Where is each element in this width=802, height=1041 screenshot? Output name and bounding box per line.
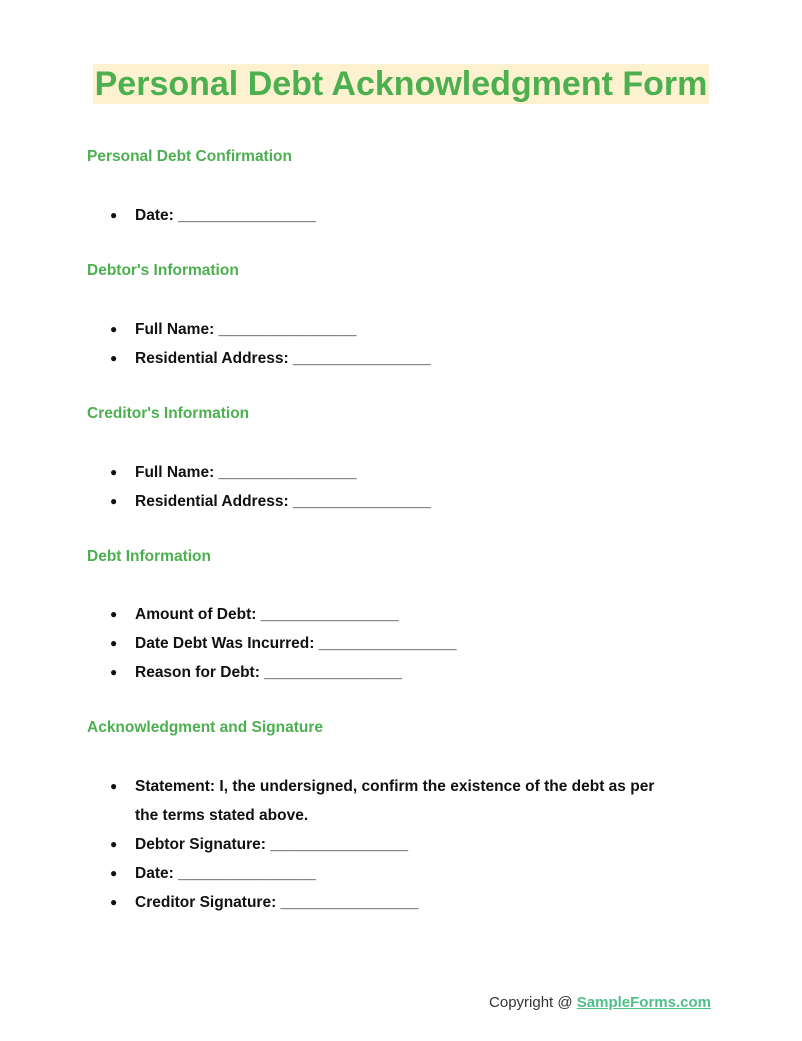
field-label: Date: (135, 207, 174, 224)
section-heading-creditor: Creditor's Information (87, 405, 250, 422)
list-item (110, 487, 710, 516)
brand-link[interactable]: SampleForms.com (576, 994, 711, 1011)
copyright-text: Copyright @ (489, 994, 573, 1011)
field-label: Amount of Debt: (135, 606, 257, 623)
bullet-icon: ● (110, 665, 118, 679)
blank-field[interactable]: ________________ (280, 894, 419, 911)
bullet-icon: ● (110, 208, 118, 222)
field-label: Creditor Signature: (135, 894, 277, 911)
statement-text: Statement: I, the undersigned, confirm the existence of the debt as per the terms stated above. (135, 778, 655, 824)
field-label: Residential Address: (135, 350, 289, 367)
list-item (110, 344, 710, 373)
list-item (110, 772, 670, 830)
field-label: Debtor Signature: (135, 836, 266, 853)
blank-field[interactable]: ________________ (178, 207, 317, 224)
field-label: Date Debt Was Incurred: (135, 635, 315, 652)
page-title: Personal Debt Acknowledgment Form (94, 65, 708, 103)
section-heading-debt: Debt Information (87, 548, 211, 565)
blank-field[interactable]: ________________ (270, 836, 409, 853)
blank-field[interactable]: ________________ (264, 664, 403, 681)
field-label: Full Name: (135, 321, 215, 338)
section-heading-debtor: Debtor's Information (87, 262, 239, 279)
bullet-icon: ● (110, 607, 118, 621)
blank-field[interactable]: ________________ (292, 350, 431, 367)
list-item (110, 888, 670, 917)
list-item (110, 859, 670, 888)
field-label: Reason for Debt: (135, 664, 260, 681)
blank-field[interactable]: ________________ (292, 493, 431, 510)
list-item (110, 315, 710, 344)
blank-field[interactable]: ________________ (318, 635, 457, 652)
section-heading-signature: Acknowledgment and Signature (87, 719, 323, 736)
list-item (110, 830, 670, 859)
bullet-icon: ● (110, 837, 118, 851)
bullet-icon: ● (110, 895, 118, 909)
field-label: Full Name: (135, 464, 215, 481)
bullet-icon: ● (110, 866, 118, 880)
bullet-icon: ● (110, 322, 118, 336)
list-item (110, 201, 710, 230)
list-creditor (110, 458, 710, 516)
blank-field[interactable]: ________________ (218, 464, 357, 481)
list-item (110, 600, 710, 629)
title-wrapper (0, 64, 802, 104)
list-item (110, 629, 710, 658)
list-signature (110, 772, 670, 917)
bullet-icon: ● (110, 636, 118, 650)
bullet-icon: ● (110, 494, 118, 508)
blank-field[interactable]: ________________ (218, 321, 357, 338)
list-confirmation (110, 201, 710, 230)
field-label: Date: (135, 865, 174, 882)
list-debtor (110, 315, 710, 373)
field-label: Residential Address: (135, 493, 289, 510)
blank-field[interactable]: ________________ (178, 865, 317, 882)
list-debt (110, 600, 710, 687)
list-item (110, 658, 710, 687)
footer-copyright (489, 994, 711, 1011)
section-heading-confirmation: Personal Debt Confirmation (87, 148, 292, 165)
blank-field[interactable]: ________________ (260, 606, 399, 623)
bullet-icon: ● (110, 465, 118, 479)
bullet-icon: ● (110, 779, 118, 793)
bullet-icon: ● (110, 351, 118, 365)
list-item (110, 458, 710, 487)
